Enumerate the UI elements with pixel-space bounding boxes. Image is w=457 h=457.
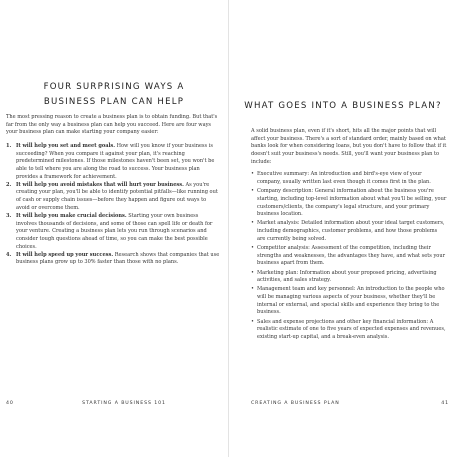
left-running-head: STARTING A BUSINESS 101	[82, 401, 166, 406]
list-item	[251, 319, 447, 342]
list-item	[251, 286, 447, 317]
bullet-icon: •	[251, 244, 254, 251]
item-number: 4.	[6, 251, 12, 258]
item-lead: It will help you make crucial decisions.	[16, 212, 127, 219]
right-page	[229, 0, 457, 457]
list-item	[6, 213, 220, 251]
list-item	[251, 270, 447, 285]
item-text: Research shows that companies that use business plans grow up to 30% faster than those with no plans.	[16, 251, 220, 266]
list-item	[251, 220, 447, 243]
left-heading-line1: FOUR SURPRISING WAYS A	[43, 82, 185, 92]
right-body	[251, 128, 447, 343]
left-heading-line2: BUSINESS PLAN CAN HELP	[43, 97, 185, 107]
item-text: How will you know if your business is succeeding? When you compare it against your plan, it's reaching predetermined milestones. If those milestones haven't been set, you won't be able to tell where you are along the road to success. Your business plan provides a framework for achievement.	[16, 142, 215, 180]
bullet-icon: •	[251, 188, 254, 195]
item-text: Company description: General information about the business you're starting, including top-level information about what you'll be selling, your customers/clients, the company's legal structure, and your primary business location.	[257, 188, 447, 218]
right-intro-paragraph: A solid business plan, even if it's short, hits all the major points that will affect your business. There's a sort of standard order, mainly based on what banks look for when considering loans, but you don't have to follow that if it doesn't suit your business's needs. Still, you'll want your business plan to include:	[251, 128, 447, 165]
bullet-icon: •	[251, 171, 254, 178]
benefits-list	[6, 143, 220, 267]
left-page-heading	[0, 80, 228, 110]
left-body	[6, 114, 220, 267]
item-text: As you're creating your plan, you'll be able to identify potential pitfalls—like running out of cash or supply chain issues—before they happen and figure out ways to avoid or overcome them.	[16, 181, 218, 211]
item-lead: It will help you avoid mistakes that will hurt your business.	[16, 181, 184, 188]
item-number: 3.	[6, 212, 12, 219]
list-item	[6, 143, 220, 181]
item-lead: It will help speed up your success.	[16, 251, 114, 258]
item-number: 1.	[6, 142, 12, 149]
left-page	[0, 0, 228, 457]
right-running-head: CREATING A BUSINESS PLAN	[251, 401, 340, 406]
list-item	[6, 252, 220, 267]
list-item	[6, 182, 220, 213]
left-intro-paragraph: The most pressing reason to create a business plan is to obtain funding. But that's far from the only way a business plan can help you succeed. Here are four ways your business plan can make starting your company easier:	[6, 114, 218, 136]
left-page-number: 40	[6, 401, 14, 406]
plan-components-list	[251, 171, 447, 341]
item-text: Sales and expense projections and other key financial information: A realistic estimate of one to five years of expected expenses and revenues, existing start-up capital, and a break-even analysis.	[257, 318, 446, 340]
item-text: Management team and key personnel: An introduction to the people who will be managing various aspects of your business, whether they'll be internal or external, and special skills and experience they bring to the business.	[257, 286, 445, 316]
item-lead: It will help you set and meet goals.	[16, 142, 116, 149]
item-text: Market analysis: Detailed information about your ideal target customers, including demographics, customer problems, and how those problems are currently being solved.	[257, 220, 445, 242]
right-page-number: 41	[441, 401, 449, 406]
item-text: Competitor analysis: Assessment of the competition, including their strengths and weaknesses, the advantages they have, and what sets your business apart from them.	[257, 244, 445, 267]
item-text: Marketing plan: Information about your proposed pricing, advertising activities, and sales strategy.	[257, 269, 437, 284]
list-item	[251, 245, 447, 268]
bullet-icon: •	[251, 269, 254, 276]
right-page-heading: WHAT GOES INTO A BUSINESS PLAN?	[244, 101, 442, 111]
bullet-icon: •	[251, 220, 254, 227]
list-item	[251, 171, 447, 186]
bullet-icon: •	[251, 318, 254, 325]
item-text: Starting your own business involves thousands of decisions, and some of those can spell life or death for your venture. Creating a business plan lets you run through scenarios and consider tough questions ahead of time, so you can make the best possible choices.	[16, 212, 213, 250]
bullet-icon: •	[251, 286, 254, 293]
list-item	[251, 188, 447, 219]
item-text: Executive summary: An introduction and bird's-eye view of your company, usually written last even though it comes first in the plan.	[257, 171, 431, 185]
item-number: 2.	[6, 181, 12, 188]
